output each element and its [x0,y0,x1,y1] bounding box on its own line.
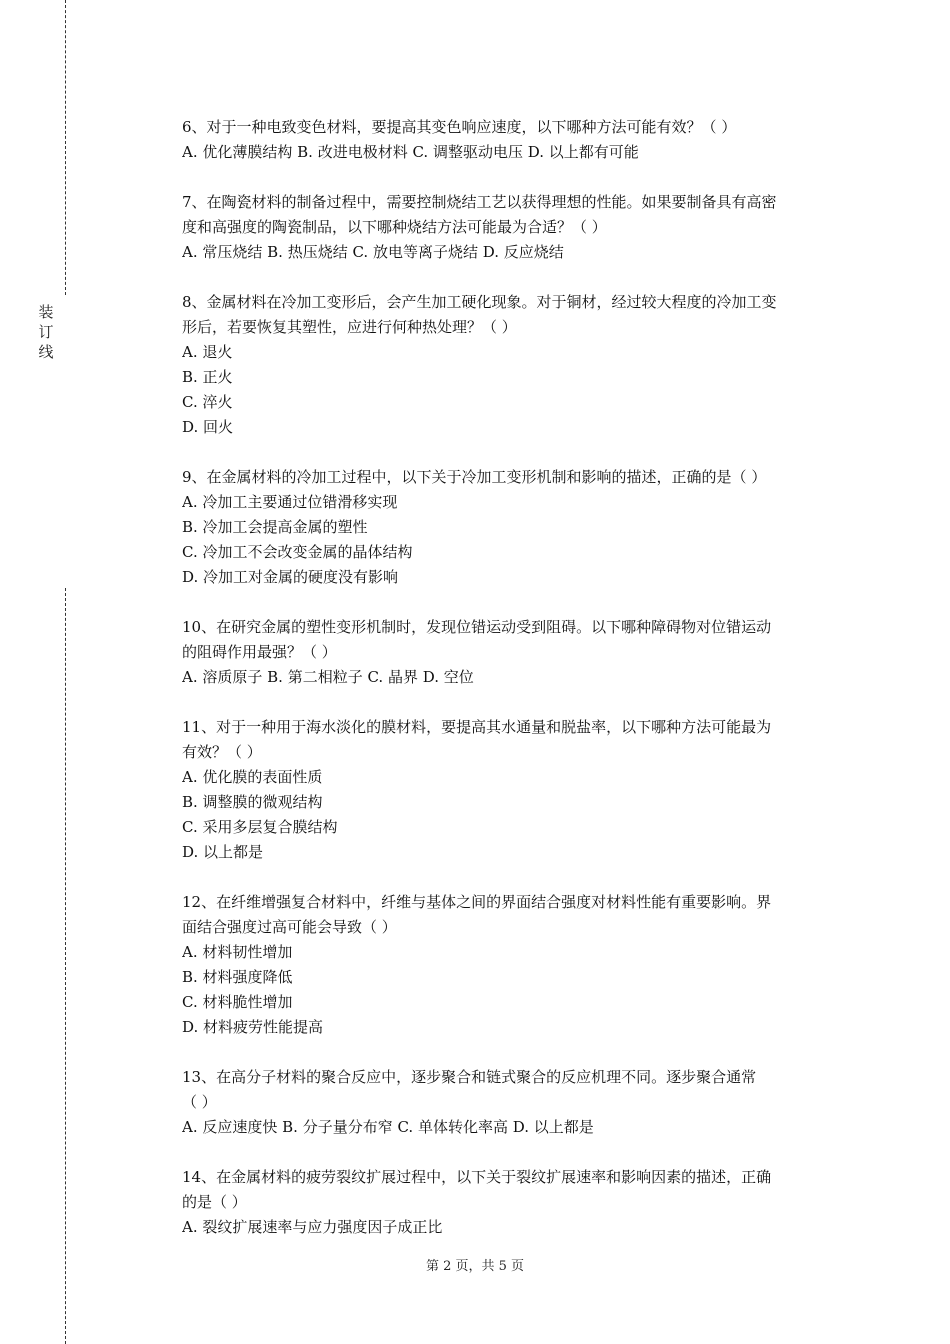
question-stem: 的阻碍作用最强？（ ） [182,643,337,661]
question-stem: 13、在高分子材料的聚合反应中，逐步聚合和链式聚合的反应机理不同。逐步聚合通常 [182,1068,757,1086]
question-9 [182,465,842,590]
question-7 [182,190,842,265]
question-8 [182,290,842,440]
question-stem: 11、对于一种用于海水淡化的膜材料，要提高其水通量和脱盐率，以下哪种方法可能最为 [182,718,772,736]
question-stem: 的是（ ） [182,1193,247,1211]
option-a: A. 退火 [182,343,233,361]
binding-line-bottom [65,588,66,1344]
question-stem: 10、在研究金属的塑性变形机制时，发现位错运动受到阻碍。以下哪种障碍物对位错运动 [182,618,772,636]
question-stem: 7、在陶瓷材料的制备过程中，需要控制烧结工艺以获得理想的性能。如果要制备具有高密 [182,193,777,211]
option-c: C. 材料脆性增加 [182,993,293,1011]
question-stem: 14、在金属材料的疲劳裂纹扩展过程中，以下关于裂纹扩展速率和影响因素的描述，正确 [182,1168,772,1186]
binding-line-top [65,0,66,295]
question-stem: （ ） [182,1093,217,1111]
question-options: A. 溶质原子 B. 第二相粒子 C. 晶界 D. 空位 [182,668,474,686]
option-d: D. 材料疲劳性能提高 [182,1018,324,1036]
option-b: B. 调整膜的微观结构 [182,793,323,811]
question-stem: 6、对于一种电致变色材料，要提高其变色响应速度，以下哪种方法可能有效？（ ） [182,118,737,136]
question-10 [182,615,842,690]
question-stem: 9、在金属材料的冷加工过程中，以下关于冷加工变形机制和影响的描述，正确的是（ ） [182,468,767,486]
question-stem: 有效？（ ） [182,743,262,761]
option-a: A. 优化膜的表面性质 [182,768,323,786]
question-options: A. 优化薄膜结构 B. 改进电极材料 C. 调整驱动电压 D. 以上都有可能 [182,143,639,161]
option-b: B. 冷加工会提高金属的塑性 [182,518,368,536]
option-a: A. 材料韧性增加 [182,943,293,961]
option-c: C. 淬火 [182,393,233,411]
page-number: 第 2 页，共 5 页 [425,1259,525,1274]
option-c: C. 采用多层复合膜结构 [182,818,338,836]
question-stem: 8、金属材料在冷加工变形后，会产生加工硬化现象。对于铜材，经过较大程度的冷加工变 [182,293,777,311]
option-b: B. 材料强度降低 [182,968,293,986]
question-11 [182,715,842,865]
question-options: A. 反应速度快 B. 分子量分布窄 C. 单体转化率高 D. 以上都是 [182,1118,594,1136]
exam-content [182,115,842,1265]
question-6 [182,115,842,165]
option-a: A. 冷加工主要通过位错滑移实现 [182,493,398,511]
option-c: C. 冷加工不会改变金属的晶体结构 [182,543,413,561]
question-12 [182,890,842,1040]
question-stem: 12、在纤维增强复合材料中，纤维与基体之间的界面结合强度对材料性能有重要影响。界 [182,893,772,911]
binding-label: 装订线 [38,303,54,361]
option-d: D. 冷加工对金属的硬度没有影响 [182,568,399,586]
question-13 [182,1065,842,1140]
question-stem: 形后，若要恢复其塑性，应进行何种热处理？（ ） [182,318,517,336]
question-14 [182,1165,842,1240]
question-options: A. 常压烧结 B. 热压烧结 C. 放电等离子烧结 D. 反应烧结 [182,243,564,261]
question-stem: 面结合强度过高可能会导致（ ） [182,918,397,936]
question-stem: 度和高强度的陶瓷制品，以下哪种烧结方法可能最为合适？（ ） [182,218,607,236]
option-d: D. 以上都是 [182,843,264,861]
option-b: B. 正火 [182,368,233,386]
option-a: A. 裂纹扩展速率与应力强度因子成正比 [182,1218,443,1236]
option-d: D. 回火 [182,418,234,436]
